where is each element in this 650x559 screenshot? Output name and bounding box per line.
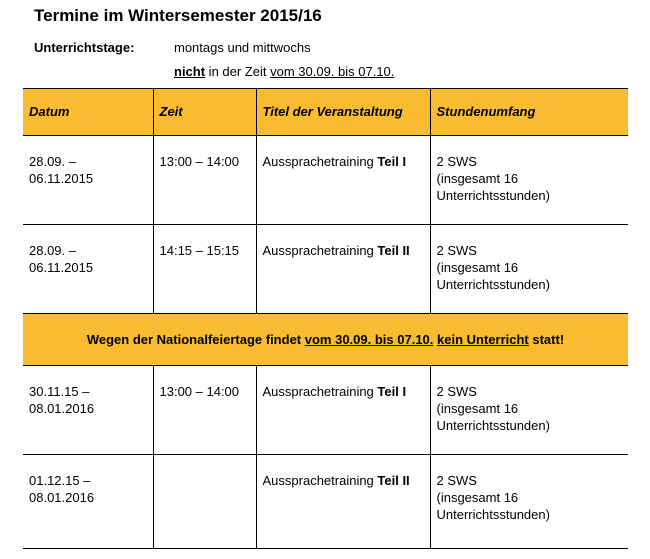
notice-kein: kein Unterricht [437, 332, 529, 347]
umfang-line1: 2 SWS [436, 384, 477, 399]
unterrichtstage-value: montags und mittwochs [174, 40, 311, 55]
titel-text: Aussprachetraining [262, 154, 378, 169]
notice-before: Wegen der Nationalfeiertage findet [86, 332, 305, 347]
umfang-line3: Unterrichtsstunden) [436, 277, 550, 292]
datum-line1: 30.11.15 – [29, 384, 90, 399]
header-stundenumfang: Stundenumfang [430, 89, 628, 136]
titel-text: Aussprachetraining [262, 473, 378, 488]
exception-mid: in der Zeit [205, 64, 271, 79]
cell-umfang [430, 225, 628, 314]
notice-after: statt! [528, 332, 565, 347]
titel-teil: Teil II [377, 473, 410, 488]
umfang-line3: Unterrichtsstunden) [436, 418, 550, 433]
umfang-line3: Unterrichtsstunden) [436, 507, 550, 522]
cell-titel [256, 225, 430, 314]
datum-line2: 08.01.2016 [29, 490, 95, 505]
notice-cell [23, 314, 628, 366]
cell-datum [23, 136, 153, 225]
titel-teil: Teil I [377, 154, 407, 169]
datum-line1: 28.09. – [29, 243, 76, 258]
exception-range: vom 30.09. bis 07.10. [270, 64, 395, 79]
cell-zeit: 14:15 – 15:15 [153, 225, 256, 314]
cell-titel [256, 455, 430, 549]
table-row [23, 136, 628, 225]
cell-datum [23, 225, 153, 314]
cell-titel [256, 366, 430, 455]
cell-umfang [430, 366, 628, 455]
umfang-line2: (insgesamt 16 [436, 490, 519, 505]
cell-umfang [430, 455, 628, 549]
datum-line2: 06.11.2015 [29, 260, 94, 275]
umfang-line1: 2 SWS [436, 243, 477, 258]
datum-line2: 06.11.2015 [29, 171, 94, 186]
header-zeit: Zeit [153, 89, 256, 136]
cell-umfang [430, 136, 628, 225]
cell-zeit: 13:00 – 14:00 [153, 136, 256, 225]
table-row [23, 366, 628, 455]
exception-nicht: nicht [174, 64, 206, 79]
table-row [23, 455, 628, 549]
umfang-line2: (insgesamt 16 [436, 401, 519, 416]
titel-teil: Teil I [377, 384, 407, 399]
cell-zeit [153, 455, 256, 549]
header-titel: Titel der Veranstaltung [256, 89, 430, 136]
umfang-line1: 2 SWS [436, 473, 477, 488]
notice-range: vom 30.09. bis 07.10. [304, 332, 434, 347]
datum-line1: 01.12.15 – [29, 473, 91, 488]
table-header-row [23, 89, 628, 136]
umfang-line3: Unterrichtsstunden) [436, 188, 550, 203]
unterrichtstage-label: Unterrichtstage: [34, 40, 135, 55]
cell-zeit: 13:00 – 14:00 [153, 366, 256, 455]
page-title: Termine im Wintersemester 2015/16 [34, 6, 322, 25]
titel-teil: Teil II [377, 243, 410, 258]
umfang-line1: 2 SWS [436, 154, 477, 169]
datum-line2: 08.01.2016 [29, 401, 95, 416]
notice-row [23, 314, 628, 366]
cell-datum [23, 455, 153, 549]
header-datum: Datum [23, 89, 153, 136]
datum-line1: 28.09. – [29, 154, 76, 169]
cell-titel [256, 136, 430, 225]
cell-datum [23, 366, 153, 455]
unterrichtstage-exception [174, 64, 394, 79]
titel-text: Aussprachetraining [262, 243, 378, 258]
umfang-line2: (insgesamt 16 [436, 260, 519, 275]
titel-text: Aussprachetraining [262, 384, 378, 399]
unterrichtstage-row [34, 40, 311, 55]
umfang-line2: (insgesamt 16 [436, 171, 519, 186]
schedule-table [23, 88, 628, 549]
table-row [23, 225, 628, 314]
